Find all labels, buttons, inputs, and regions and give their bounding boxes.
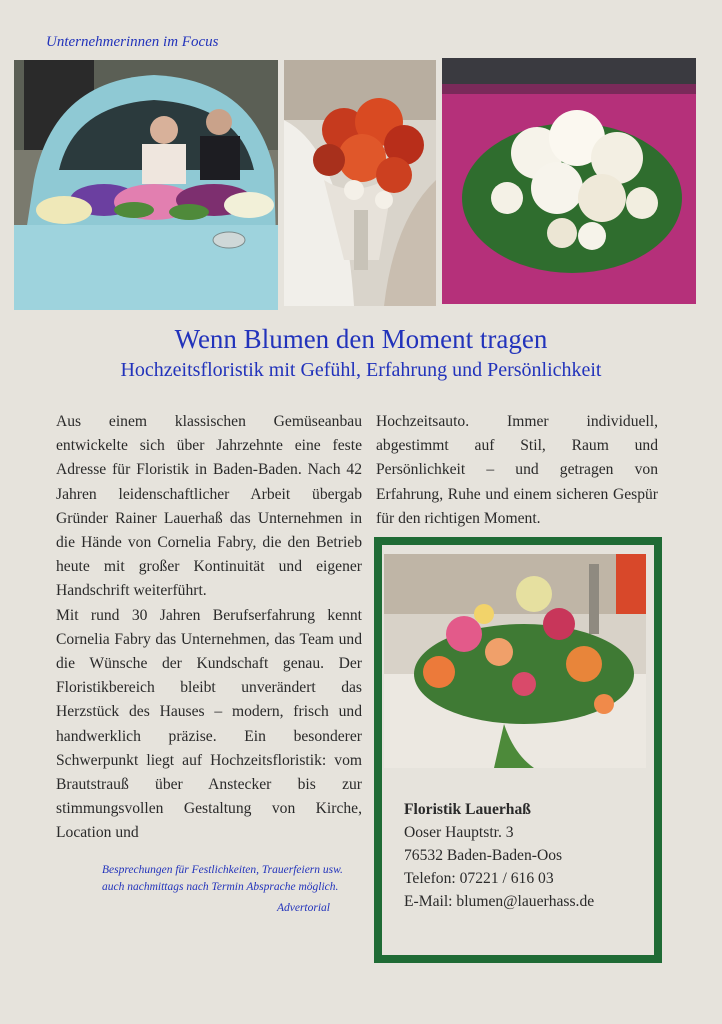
white-car-arrangement-photo — [442, 58, 696, 304]
article-paragraph: Hochzeitsauto. Immer individuell, abgestimmt auf Stil, Raum und Persönlichkeit – und getragen von Erfahrung, Ruhe und einem sicheren Gespür für den richtigen Moment. — [376, 413, 658, 527]
article-right-column — [376, 410, 658, 531]
red-bridal-bouquet-photo — [284, 60, 436, 306]
section-kicker: Unternehmerinnen im Focus — [46, 34, 219, 50]
street-address: Ooser Hauptstr. 3 — [404, 824, 514, 841]
appointment-note-text: Besprechungen für Festlichkeiten, Trauerfeiern usw. auch nachmittags nach Termin Absprache möglich. — [102, 864, 343, 893]
article-paragraph: Aus einem klassischen Gemüseanbau entwickelte sich über Jahrzehnte eine feste Adresse für Floristik in Baden-Baden. Nach 42 Jahren leidenschaftlicher Arbeit übergab Gründer Rainer Lauerhaß das Unternehmen in die Hände von Cornelia Fabry, die den Betrieb heute mit großer Kontinuität und eigener Handschrift weiterführt. — [56, 413, 362, 600]
table-arrangement-photo — [384, 554, 646, 768]
email-address: E-Mail: blumen@lauerhass.de — [404, 893, 595, 910]
article-left-column — [56, 410, 362, 846]
advertorial-label: Advertorial — [276, 902, 330, 914]
city-address: 76532 Baden-Baden-Oos — [404, 847, 563, 864]
headline-subtitle: Hochzeitsfloristik mit Gefühl, Erfahrung und Persönlichkeit — [120, 359, 602, 381]
wedding-car-photo — [14, 60, 278, 310]
appointment-note — [102, 862, 348, 917]
headline-title: Wenn Blumen den Moment tragen — [174, 324, 548, 354]
article-paragraph: Mit rund 30 Jahren Berufserfahrung kennt Cornelia Fabry das Unternehmen, das Team und die Wünsche der Kundschaft genau. Der Floristikbereich bleibt unverändert das Herzstück des Hauses – modern, frisch und handwerklich präzise. Ein besonderer Schwerpunkt liegt auf Hochzeitsfloristik: vom Brautstrauß über Anstecker bis zur stimmungsvollen Gestaltung von Kirche, Location und — [56, 606, 362, 842]
phone-number: Telefon: 07221 / 616 03 — [404, 870, 554, 887]
contact-details — [404, 798, 654, 913]
business-name: Floristik Lauerhaß — [404, 801, 531, 818]
